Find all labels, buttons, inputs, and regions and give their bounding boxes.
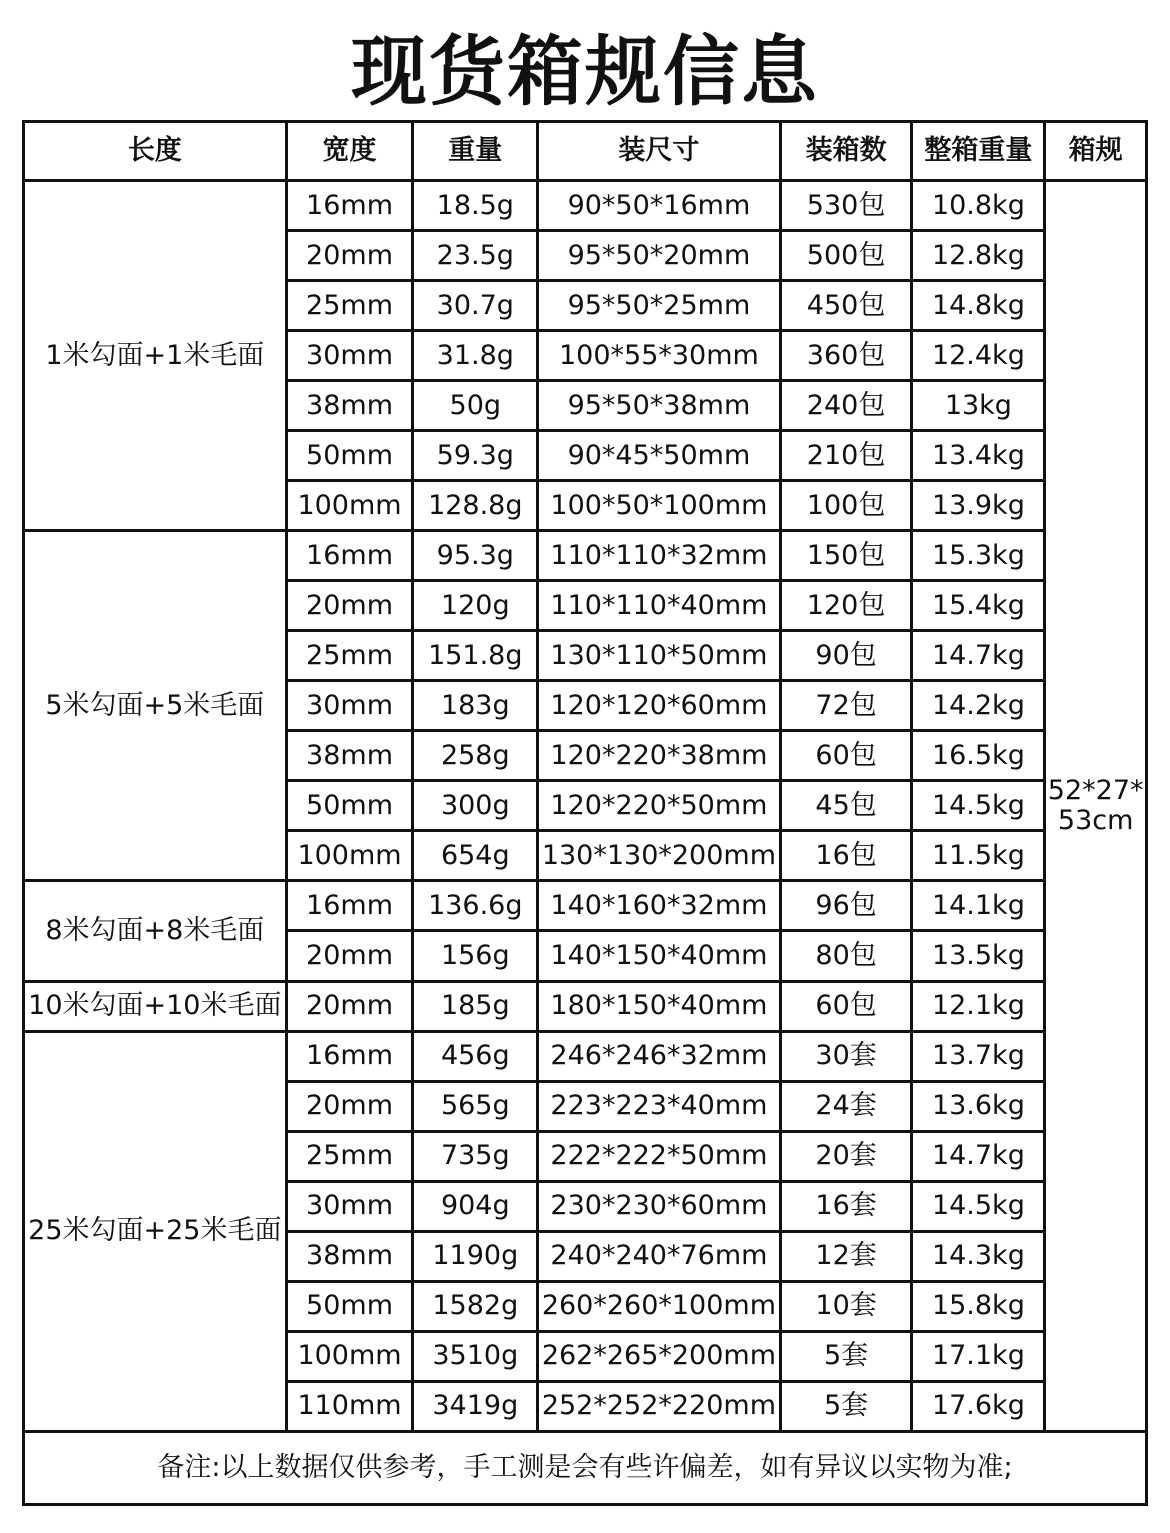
weight-cell: 31.8g xyxy=(413,331,538,381)
box-weight-cell: 15.4kg xyxy=(912,581,1045,631)
weight-cell: 3419g xyxy=(413,1381,538,1431)
width-cell: 20mm xyxy=(286,981,413,1031)
pack-count-cell: 60包 xyxy=(780,731,912,781)
pack-count-cell: 500包 xyxy=(780,231,912,281)
header-length: 长度 xyxy=(24,122,287,181)
pack-count-cell: 100包 xyxy=(780,481,912,531)
length-group-cell: 5米勾面+5米毛面 xyxy=(24,531,287,881)
pack-count-cell: 16包 xyxy=(780,831,912,881)
pack-count-cell: 96包 xyxy=(780,881,912,931)
weight-cell: 120g xyxy=(413,581,538,631)
weight-cell: 30.7g xyxy=(413,281,538,331)
box-weight-cell: 14.7kg xyxy=(912,1131,1045,1181)
box-weight-cell: 17.6kg xyxy=(912,1381,1045,1431)
weight-cell: 1582g xyxy=(413,1281,538,1331)
box-weight-cell: 14.1kg xyxy=(912,881,1045,931)
box-weight-cell: 15.3kg xyxy=(912,531,1045,581)
width-cell: 50mm xyxy=(286,431,413,481)
width-cell: 50mm xyxy=(286,1281,413,1331)
weight-cell: 735g xyxy=(413,1131,538,1181)
box-weight-cell: 13.9kg xyxy=(912,481,1045,531)
header-width: 宽度 xyxy=(286,122,413,181)
length-group-cell: 25米勾面+25米毛面 xyxy=(24,1031,287,1431)
pack-count-cell: 360包 xyxy=(780,331,912,381)
pack-size-cell: 120*220*50mm xyxy=(538,781,781,831)
pack-size-cell: 260*260*100mm xyxy=(538,1281,781,1331)
box-weight-cell: 13.5kg xyxy=(912,931,1045,981)
pack-size-cell: 140*160*32mm xyxy=(538,881,781,931)
weight-cell: 136.6g xyxy=(413,881,538,931)
box-weight-cell: 17.1kg xyxy=(912,1331,1045,1381)
weight-cell: 258g xyxy=(413,731,538,781)
pack-count-cell: 20套 xyxy=(780,1131,912,1181)
box-weight-cell: 13.6kg xyxy=(912,1081,1045,1131)
pack-count-cell: 30套 xyxy=(780,1031,912,1081)
weight-cell: 565g xyxy=(413,1081,538,1131)
box-weight-cell: 16.5kg xyxy=(912,731,1045,781)
weight-cell: 300g xyxy=(413,781,538,831)
pack-size-cell: 140*150*40mm xyxy=(538,931,781,981)
pack-size-cell: 130*110*50mm xyxy=(538,631,781,681)
width-cell: 16mm xyxy=(286,181,413,231)
weight-cell: 1190g xyxy=(413,1231,538,1281)
table-row xyxy=(24,531,1147,581)
header-box-weight: 整箱重量 xyxy=(912,122,1045,181)
width-cell: 30mm xyxy=(286,1181,413,1231)
width-cell: 110mm xyxy=(286,1381,413,1431)
pack-count-cell: 240包 xyxy=(780,381,912,431)
width-cell: 100mm xyxy=(286,831,413,881)
box-weight-cell: 14.3kg xyxy=(912,1231,1045,1281)
length-group-cell: 10米勾面+10米毛面 xyxy=(24,981,287,1031)
pack-size-cell: 252*252*220mm xyxy=(538,1381,781,1431)
pack-count-cell: 24套 xyxy=(780,1081,912,1131)
pack-size-cell: 120*220*38mm xyxy=(538,731,781,781)
pack-size-cell: 130*130*200mm xyxy=(538,831,781,881)
weight-cell: 156g xyxy=(413,931,538,981)
weight-cell: 456g xyxy=(413,1031,538,1081)
pack-size-cell: 262*265*200mm xyxy=(538,1331,781,1381)
width-cell: 20mm xyxy=(286,1081,413,1131)
pack-size-cell: 95*50*20mm xyxy=(538,231,781,281)
width-cell: 25mm xyxy=(286,631,413,681)
weight-cell: 904g xyxy=(413,1181,538,1231)
pack-count-cell: 16套 xyxy=(780,1181,912,1231)
width-cell: 25mm xyxy=(286,1131,413,1181)
pack-count-cell: 12套 xyxy=(780,1231,912,1281)
header-box-spec: 箱规 xyxy=(1045,122,1147,181)
pack-size-cell: 95*50*25mm xyxy=(538,281,781,331)
weight-cell: 183g xyxy=(413,681,538,731)
pack-size-cell: 230*230*60mm xyxy=(538,1181,781,1231)
note-text: 备注:以上数据仅供参考，手工测是会有些许偏差，如有异议以实物为准; xyxy=(24,1432,1147,1505)
box-weight-cell: 14.8kg xyxy=(912,281,1045,331)
width-cell: 38mm xyxy=(286,381,413,431)
pack-count-cell: 530包 xyxy=(780,181,912,231)
weight-cell: 3510g xyxy=(413,1331,538,1381)
pack-count-cell: 80包 xyxy=(780,931,912,981)
width-cell: 38mm xyxy=(286,1231,413,1281)
note-row xyxy=(24,1432,1147,1505)
weight-cell: 151.8g xyxy=(413,631,538,681)
pack-count-cell: 5套 xyxy=(780,1381,912,1431)
weight-cell: 50g xyxy=(413,381,538,431)
table-row xyxy=(24,181,1147,231)
box-weight-cell: 13.7kg xyxy=(912,1031,1045,1081)
width-cell: 38mm xyxy=(286,731,413,781)
header-weight: 重量 xyxy=(413,122,538,181)
box-weight-cell: 13kg xyxy=(912,381,1045,431)
pack-count-cell: 120包 xyxy=(780,581,912,631)
box-weight-cell: 14.7kg xyxy=(912,631,1045,681)
weight-cell: 128.8g xyxy=(413,481,538,531)
box-weight-cell: 12.8kg xyxy=(912,231,1045,281)
weight-cell: 654g xyxy=(413,831,538,881)
weight-cell: 23.5g xyxy=(413,231,538,281)
width-cell: 50mm xyxy=(286,781,413,831)
pack-size-cell: 180*150*40mm xyxy=(538,981,781,1031)
header-pack-size: 装尺寸 xyxy=(538,122,781,181)
pack-size-cell: 222*222*50mm xyxy=(538,1131,781,1181)
width-cell: 16mm xyxy=(286,531,413,581)
pack-count-cell: 10套 xyxy=(780,1281,912,1331)
weight-cell: 185g xyxy=(413,981,538,1031)
table-row xyxy=(24,881,1147,931)
box-weight-cell: 10.8kg xyxy=(912,181,1045,231)
header-pack-count: 装箱数 xyxy=(780,122,912,181)
table-row xyxy=(24,1031,1147,1081)
pack-size-cell: 90*50*16mm xyxy=(538,181,781,231)
width-cell: 20mm xyxy=(286,931,413,981)
length-group-cell: 8米勾面+8米毛面 xyxy=(24,881,287,981)
width-cell: 20mm xyxy=(286,231,413,281)
width-cell: 30mm xyxy=(286,681,413,731)
pack-size-cell: 95*50*38mm xyxy=(538,381,781,431)
box-weight-cell: 11.5kg xyxy=(912,831,1045,881)
pack-size-cell: 246*246*32mm xyxy=(538,1031,781,1081)
pack-size-cell: 223*223*40mm xyxy=(538,1081,781,1131)
pack-count-cell: 150包 xyxy=(780,531,912,581)
width-cell: 16mm xyxy=(286,1031,413,1081)
pack-size-cell: 240*240*76mm xyxy=(538,1231,781,1281)
width-cell: 25mm xyxy=(286,281,413,331)
pack-size-cell: 110*110*32mm xyxy=(538,531,781,581)
pack-count-cell: 5套 xyxy=(780,1331,912,1381)
weight-cell: 95.3g xyxy=(413,531,538,581)
pack-count-cell: 72包 xyxy=(780,681,912,731)
width-cell: 100mm xyxy=(286,481,413,531)
pack-size-cell: 90*45*50mm xyxy=(538,431,781,481)
length-group-cell: 1米勾面+1米毛面 xyxy=(24,181,287,531)
pack-size-cell: 110*110*40mm xyxy=(538,581,781,631)
box-weight-cell: 12.4kg xyxy=(912,331,1045,381)
pack-count-cell: 90包 xyxy=(780,631,912,681)
width-cell: 16mm xyxy=(286,881,413,931)
page-title: 现货箱规信息 xyxy=(351,27,819,116)
weight-cell: 59.3g xyxy=(413,431,538,481)
box-weight-cell: 12.1kg xyxy=(912,981,1045,1031)
box-weight-cell: 14.5kg xyxy=(912,1181,1045,1231)
pack-size-cell: 100*55*30mm xyxy=(538,331,781,381)
pack-size-cell: 100*50*100mm xyxy=(538,481,781,531)
pack-count-cell: 60包 xyxy=(780,981,912,1031)
header-row xyxy=(24,122,1147,181)
box-weight-cell: 13.4kg xyxy=(912,431,1045,481)
pack-count-cell: 450包 xyxy=(780,281,912,331)
table-body xyxy=(24,181,1147,1432)
width-cell: 100mm xyxy=(286,1331,413,1381)
table-row xyxy=(24,981,1147,1031)
box-weight-cell: 14.5kg xyxy=(912,781,1045,831)
box-spec-cell: 52*27* 53cm xyxy=(1045,181,1147,1432)
width-cell: 30mm xyxy=(286,331,413,381)
box-weight-cell: 15.8kg xyxy=(912,1281,1045,1331)
box-weight-cell: 14.2kg xyxy=(912,681,1045,731)
box-spec-table xyxy=(22,120,1148,1506)
pack-size-cell: 120*120*60mm xyxy=(538,681,781,731)
pack-count-cell: 210包 xyxy=(780,431,912,481)
pack-count-cell: 45包 xyxy=(780,781,912,831)
width-cell: 20mm xyxy=(286,581,413,631)
weight-cell: 18.5g xyxy=(413,181,538,231)
